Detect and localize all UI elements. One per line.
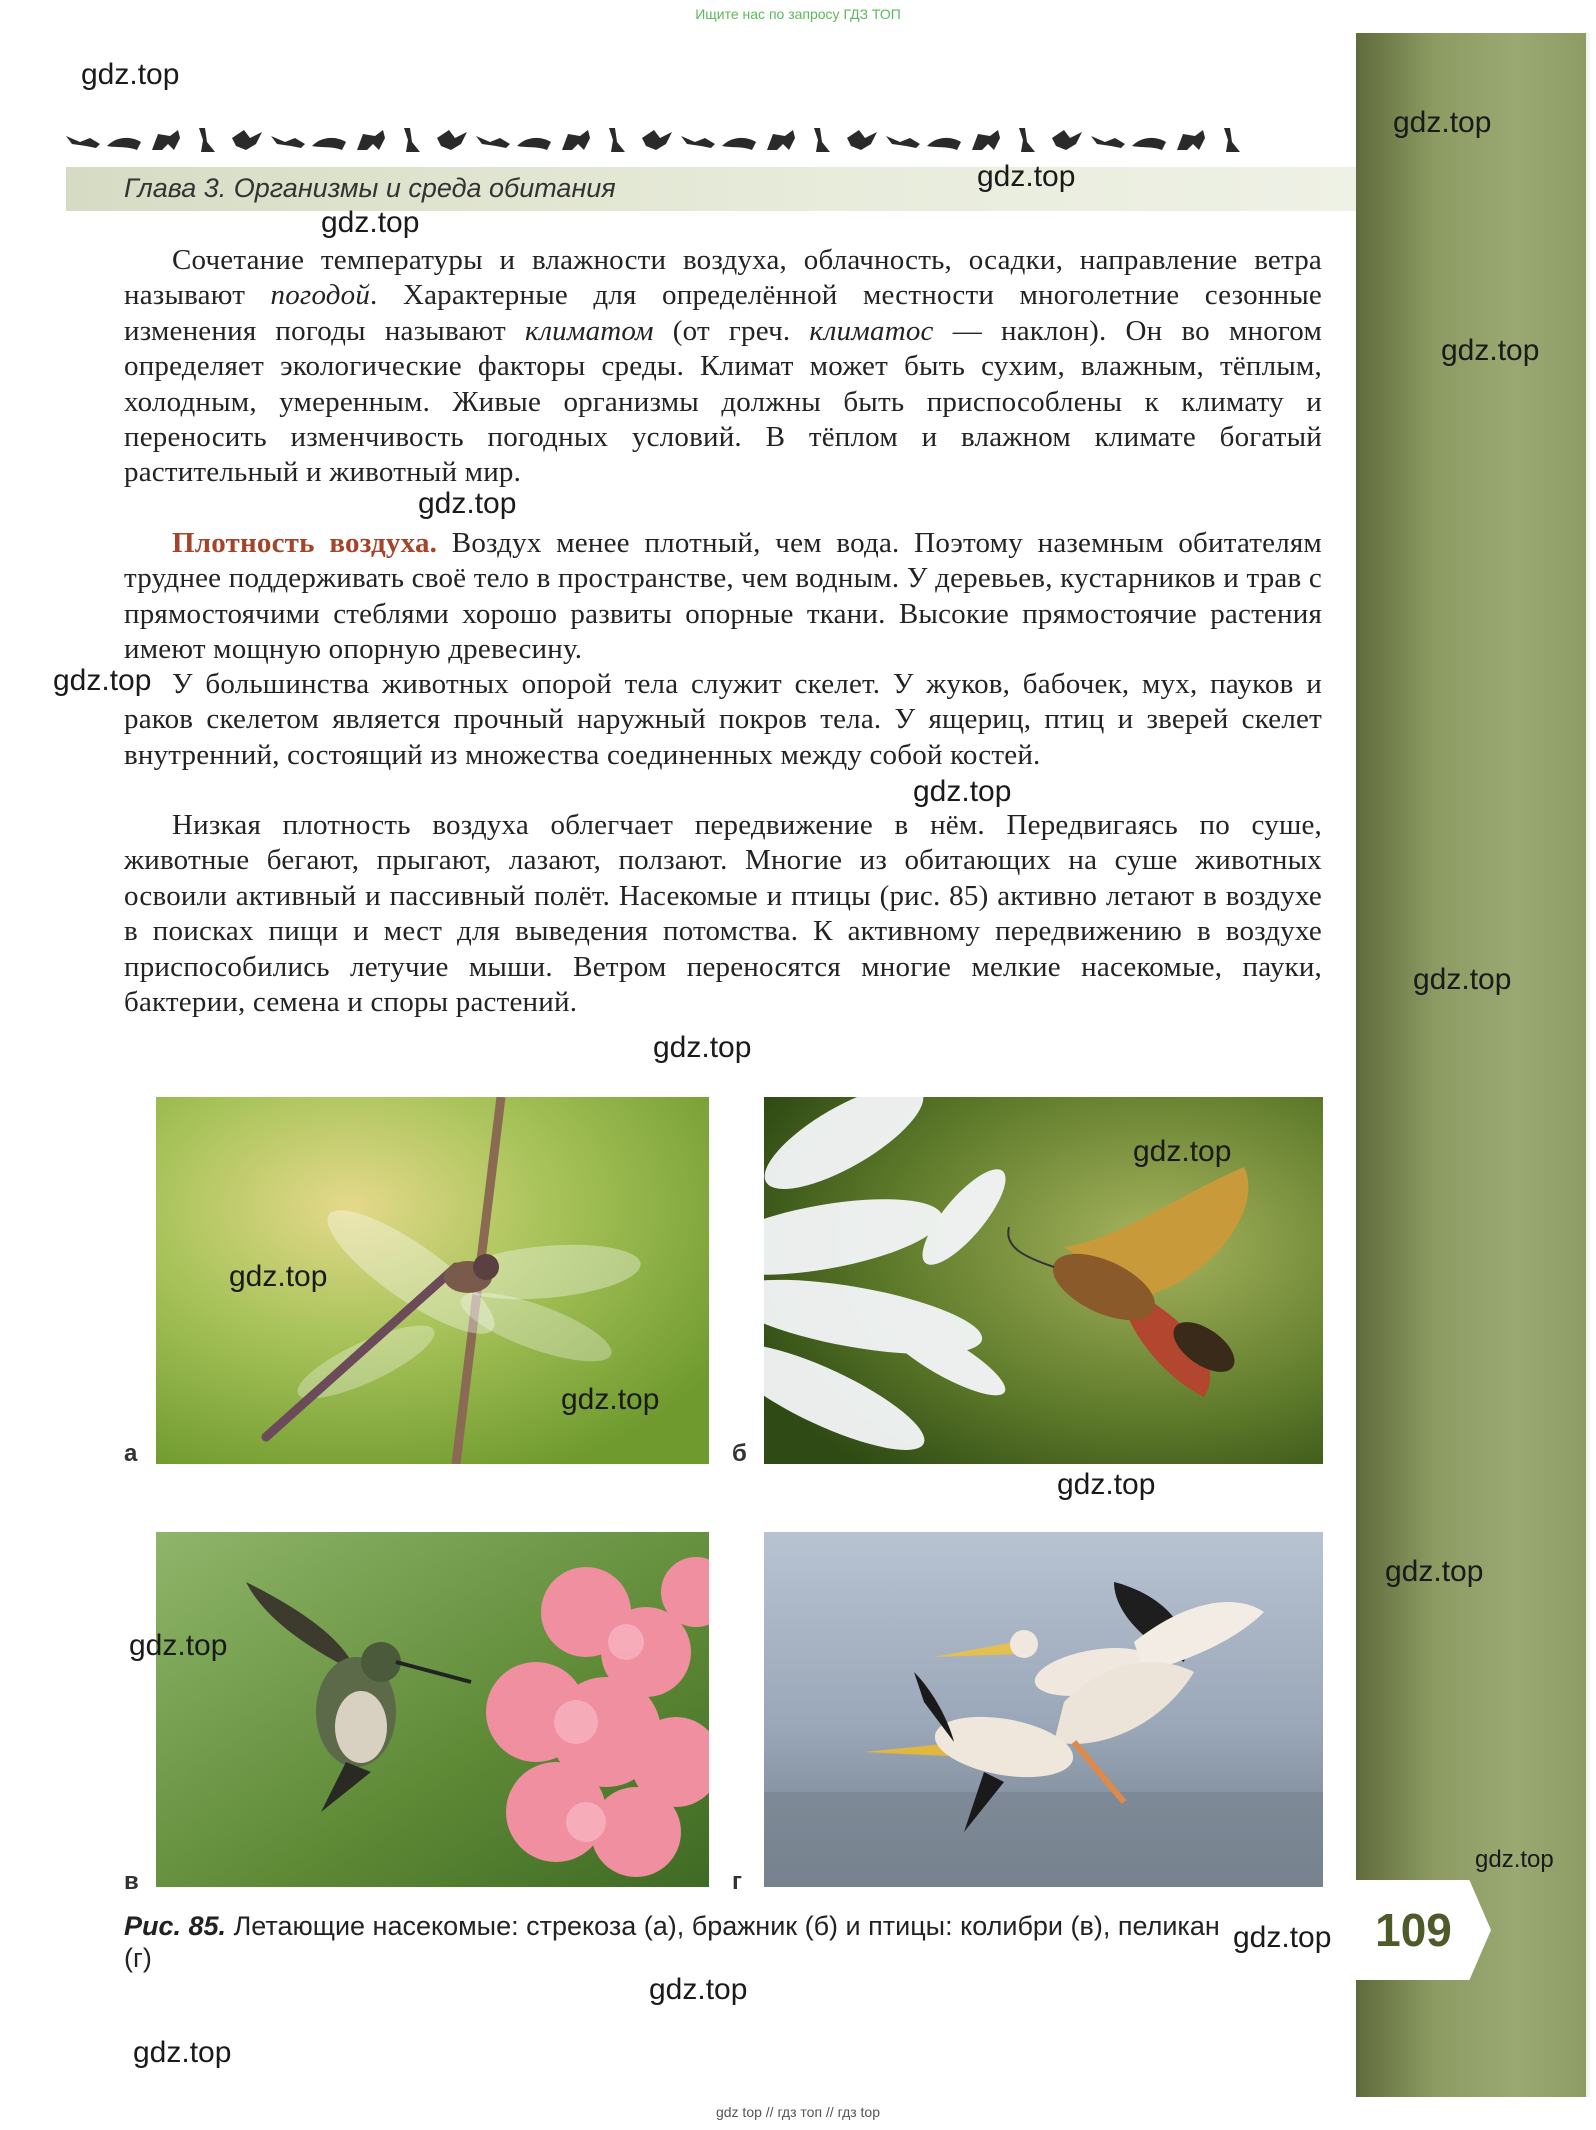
animal-silhouette-icon (404, 128, 420, 152)
term-climate: климатом (524, 314, 654, 347)
figure-caption-prefix: Рис. 85. (124, 1911, 227, 1941)
watermark: gdz.top (913, 775, 1012, 808)
animal-silhouette-strip (66, 120, 1246, 160)
animal-silhouette-icon (767, 130, 795, 150)
photo-pelicans (764, 1532, 1323, 1887)
animal-silhouette-icon (1019, 128, 1035, 152)
figure-label-c: в (124, 1868, 139, 1895)
animal-silhouette-icon (886, 136, 920, 148)
animal-silhouette-icon (847, 130, 877, 150)
watermark: gdz.top (649, 1973, 748, 2006)
watermark: gdz.top (1385, 1555, 1484, 1588)
animal-silhouette-icon (1132, 138, 1166, 150)
photo-hawkmoth (764, 1097, 1323, 1464)
animal-silhouette-icon (642, 130, 672, 150)
top-search-note: Ищите нас по запросу ГДЗ ТОП (695, 6, 901, 22)
animal-silhouette-icon (1177, 130, 1205, 150)
animal-silhouette-icon (1052, 130, 1082, 150)
animal-silhouette-icon (972, 130, 1000, 150)
watermark: gdz.top (321, 206, 420, 239)
animal-silhouette-icon (271, 136, 305, 148)
text-run: Воздух менее плотный, чем вода. Поэтому наземным обитателям труднее поддерживать своё тело в пространстве, чем водным. У деревьев, кустарников и трав с прямостоячими стеблями хорошо развиты опорные ткани. Высокие прямостоячие растения имеют мощную опорную древесину. (124, 527, 1322, 666)
watermark: gdz.top (1475, 1846, 1554, 1873)
animal-silhouette-icon (562, 130, 590, 150)
animal-silhouette-icon (152, 130, 180, 150)
animal-silhouette-icon (814, 128, 830, 152)
figure-label-d: г (732, 1868, 742, 1895)
watermark: gdz.top (1441, 334, 1540, 367)
chapter-title: Глава 3. Организмы и среда обитания (124, 173, 616, 203)
term-weather: погодой (270, 279, 371, 312)
watermark: gdz.top (1233, 1921, 1332, 1954)
animal-silhouette-icon (232, 130, 262, 150)
figure-label-a: а (124, 1440, 138, 1467)
animal-icons (66, 120, 1246, 160)
section-heading-air-density: Плотность воздуха. (172, 527, 438, 559)
watermark: gdz.top (977, 160, 1076, 193)
text-run: . Характерные для определённой местности многолетние сезонные изменения погоды называют (124, 279, 1322, 347)
watermark: gdz.top (561, 1383, 660, 1416)
watermark: gdz.top (1413, 963, 1512, 996)
watermark: gdz.top (81, 58, 180, 91)
pelicans-image (764, 1532, 1323, 1887)
animal-silhouette-icon (1224, 128, 1240, 152)
watermark: gdz.top (229, 1260, 328, 1293)
watermark: gdz.top (129, 1629, 228, 1662)
figure-label-b: б (732, 1440, 747, 1467)
hummingbird-image (156, 1532, 709, 1887)
photo-hummingbird (156, 1532, 709, 1887)
watermark: gdz.top (1057, 1468, 1156, 1501)
watermark: gdz.top (1393, 106, 1492, 139)
paragraph-air-density (124, 526, 1322, 668)
animal-silhouette-icon (476, 136, 510, 148)
footer-note: gdz top // гдз топ // гдз top (715, 2104, 881, 2120)
animal-silhouette-icon (1091, 136, 1125, 148)
text-run: — наклон). Он во многом определяет экологические факторы среды. Климат может быть сухим, влажным, тёплым, холодным, умеренным. Живые организмы должны быть приспособлены к климату и переносить изменчивость погодных условий. В тёплом и влажном климате богатый растительный и животный мир. (124, 314, 1322, 489)
text-run: Сочетание температуры и влажности воздуха, облачность, осадки, направление ветра называют (124, 244, 1322, 312)
paragraph-flight: Низкая плотность воздуха облегчает передвижение в нём. Передвигаясь по суше, животные бегают, прыгают, лазают, ползают. Многие из обитающих на суше животных освоили активный и пассивный полёт. Насекомые и птицы (рис. 85) активно летают в воздухе в поисках пищи и мест для выведения потомства. К активному передвижению в воздухе приспособились летучие мыши. Ветром переносятся многие мелкие насекомые, пауки, бактерии, семена и споры растений. (124, 809, 1322, 1019)
hawkmoth-image (764, 1097, 1323, 1464)
animal-silhouette-icon (107, 138, 141, 150)
figure-caption-text: Летающие насекомые: стрекоза (а), бражник (б) и птицы: колибри (в), пеликан (г) (124, 1911, 1220, 1973)
watermark: gdz.top (133, 2036, 232, 2069)
animal-silhouette-icon (681, 136, 715, 148)
animal-silhouette-icon (722, 138, 756, 150)
animal-silhouette-icon (927, 138, 961, 150)
animal-silhouette-icon (517, 138, 551, 150)
watermark: gdz.top (1133, 1135, 1232, 1168)
sidebar-edge (1586, 33, 1592, 2097)
text-run: (от греч. (653, 314, 810, 347)
animal-silhouette-icon (66, 136, 100, 148)
page-number: 109 (1375, 1904, 1452, 1956)
watermark: gdz.top (653, 1031, 752, 1064)
animal-silhouette-icon (312, 138, 346, 150)
paragraph-climate (124, 243, 1322, 491)
watermark: gdz.top (418, 487, 517, 520)
animal-silhouette-icon (357, 130, 385, 150)
figure-caption (124, 1910, 1224, 1974)
animal-silhouette-icon (199, 128, 215, 152)
animal-silhouette-icon (609, 128, 625, 152)
term-klimatos: климатос (809, 314, 934, 347)
watermark: gdz.top (53, 664, 152, 697)
animal-silhouette-icon (437, 130, 467, 150)
paragraph-skeleton: У большинства животных опорой тела служит скелет. У жуков, бабочек, мух, пауков и раков скелетом является прочный наружный покров тела. У ящериц, птиц и зверей скелет внутренний, состоящий из множества соединенных между собой костей. (124, 668, 1322, 771)
